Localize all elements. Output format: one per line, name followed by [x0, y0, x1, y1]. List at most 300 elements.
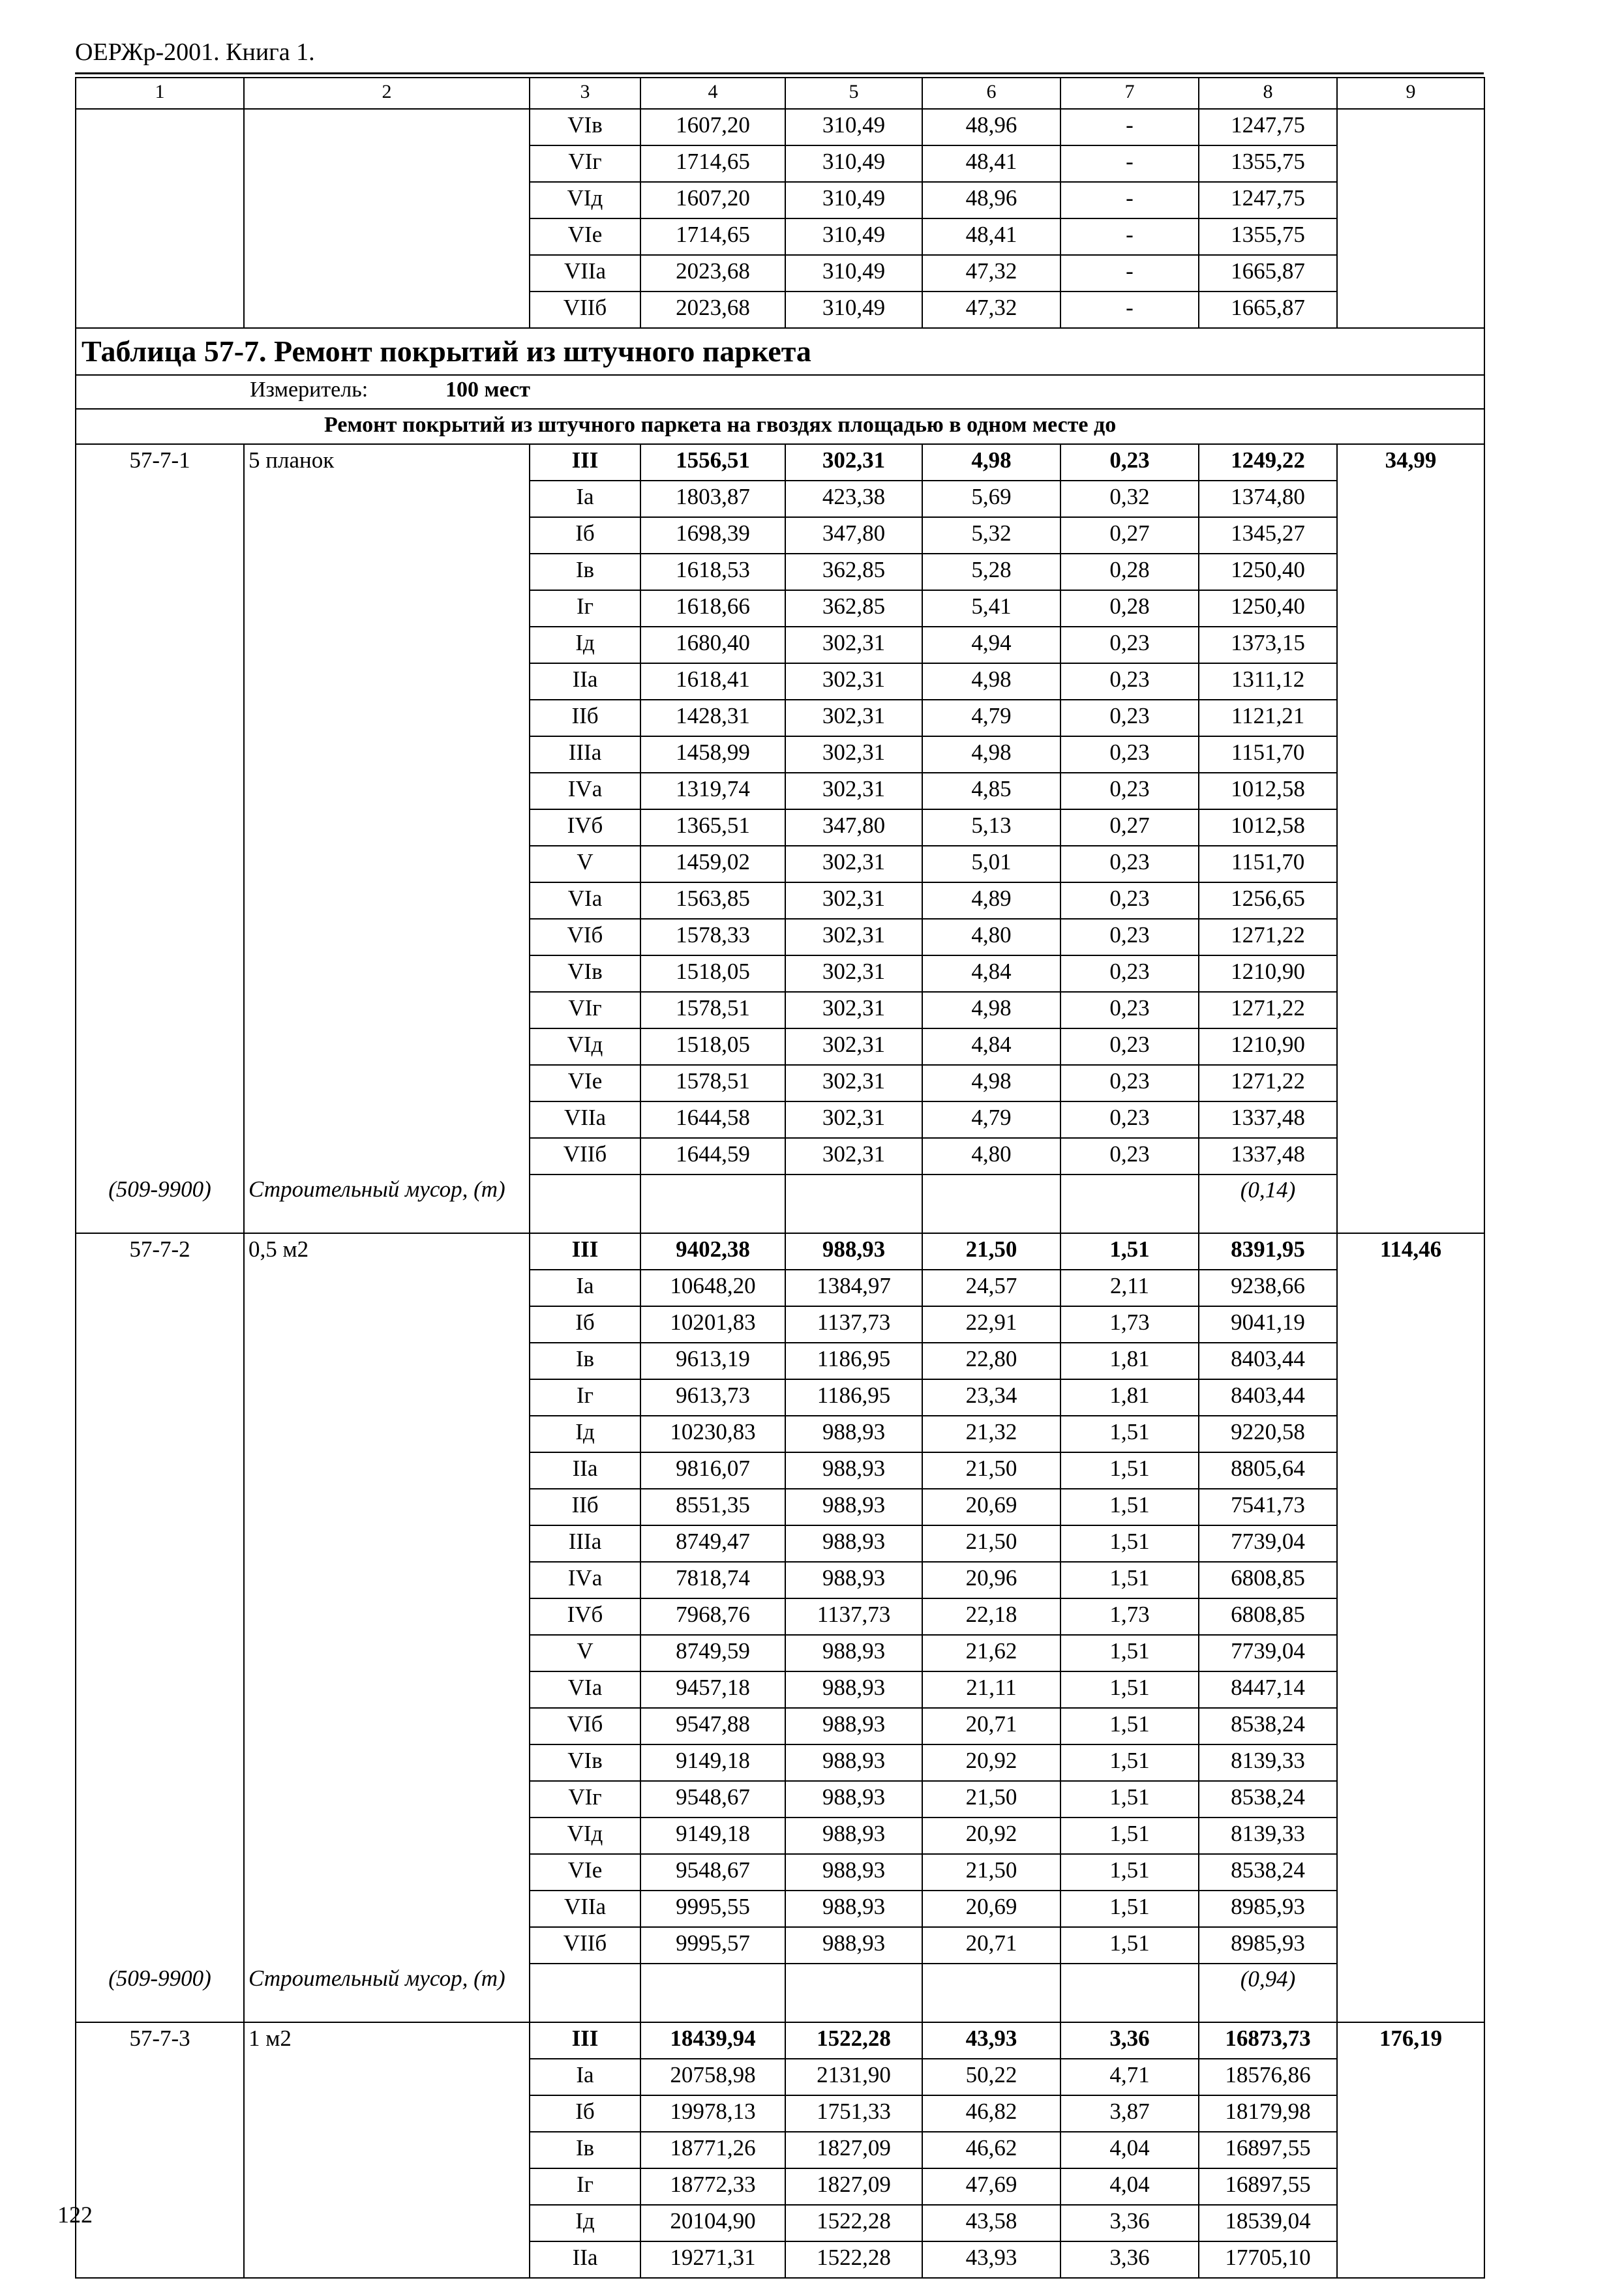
table-row [76, 481, 1484, 517]
table-row [76, 517, 1484, 554]
value-cell: 21,50 [922, 1233, 1060, 1270]
name-cell: 0,5 м2 [244, 1233, 530, 1270]
value-cell: 8139,33 [1199, 1744, 1337, 1781]
value-cell: 1345,27 [1199, 517, 1337, 554]
code-cell [76, 663, 244, 700]
code-cell [76, 2132, 244, 2168]
value-cell: 46,82 [922, 2095, 1060, 2132]
table-row [76, 1854, 1484, 1891]
value-cell: 9149,18 [640, 1744, 785, 1781]
value-cell: Iв [530, 1343, 640, 1379]
col9-cell [1337, 1671, 1484, 1708]
value-cell: 1607,20 [640, 109, 785, 145]
name-cell [244, 1781, 530, 1818]
value-cell: 8447,14 [1199, 1671, 1337, 1708]
empty-cell [922, 1174, 1060, 1233]
code-cell [76, 2241, 244, 2278]
code-cell [76, 1562, 244, 1598]
value-cell: 310,49 [785, 109, 922, 145]
value-cell: 1458,99 [640, 736, 785, 773]
value-cell: 1151,70 [1199, 846, 1337, 882]
value-cell: 1,51 [1060, 1891, 1199, 1927]
value-cell: 9238,66 [1199, 1270, 1337, 1306]
value-cell: 1428,31 [640, 700, 785, 736]
value-cell: 1,51 [1060, 1233, 1199, 1270]
col9-cell [1337, 1101, 1484, 1138]
value-cell: VIб [530, 1708, 640, 1744]
value-cell: 2,11 [1060, 1270, 1199, 1306]
empty-cell [1337, 1174, 1484, 1233]
table-row [76, 1525, 1484, 1562]
value-cell: 302,31 [785, 882, 922, 919]
code-cell [76, 846, 244, 882]
name-cell [244, 2168, 530, 2205]
empty-cell [640, 1964, 785, 2022]
value-cell: 9548,67 [640, 1854, 785, 1891]
col9-cell [1337, 700, 1484, 736]
table-row [76, 554, 1484, 590]
value-cell: 43,58 [922, 2205, 1060, 2241]
value-cell: 0,23 [1060, 736, 1199, 773]
code-cell [76, 1744, 244, 1781]
value-cell: 20758,98 [640, 2059, 785, 2095]
value-cell: 10648,20 [640, 1270, 785, 1306]
value-cell: 0,23 [1060, 1028, 1199, 1065]
value-cell: 5,13 [922, 809, 1060, 846]
continuation-row [76, 218, 1484, 255]
value-cell: 1522,28 [785, 2241, 922, 2278]
page-header: ОЕРЖр-2001. Книга 1. [75, 38, 315, 66]
value-cell: 347,80 [785, 517, 922, 554]
value-cell: 16873,73 [1199, 2022, 1337, 2059]
value-cell: 16897,55 [1199, 2132, 1337, 2168]
name-cell [244, 2205, 530, 2241]
value-cell: 1012,58 [1199, 809, 1337, 846]
table-row [76, 1781, 1484, 1818]
name-cell [244, 1101, 530, 1138]
value-cell: 1,51 [1060, 1416, 1199, 1452]
page-number: 122 [57, 2202, 93, 2228]
col9-cell [1337, 1781, 1484, 1818]
value-cell: 4,04 [1060, 2132, 1199, 2168]
value-cell: 1,51 [1060, 1744, 1199, 1781]
value-cell: 9547,88 [640, 1708, 785, 1744]
value-cell: 19271,31 [640, 2241, 785, 2278]
value-cell: 302,31 [785, 992, 922, 1028]
value-cell: 0,23 [1060, 444, 1199, 481]
value-cell: 4,79 [922, 700, 1060, 736]
code-cell [76, 2059, 244, 2095]
value-cell: Iа [530, 1270, 640, 1306]
value-cell: 988,93 [785, 1452, 922, 1489]
value-cell: 8805,64 [1199, 1452, 1337, 1489]
value-cell: Iд [530, 627, 640, 663]
code-cell [76, 1818, 244, 1854]
value-cell: 302,31 [785, 700, 922, 736]
continuation-row [76, 145, 1484, 182]
value-cell: 1355,75 [1199, 145, 1337, 182]
value-cell: 9613,73 [640, 1379, 785, 1416]
value-cell: 3,87 [1060, 2095, 1199, 2132]
col9-cell [1337, 955, 1484, 992]
value-cell: 1384,97 [785, 1270, 922, 1306]
code-cell [76, 218, 244, 255]
table-row [76, 627, 1484, 663]
value-cell: 48,96 [922, 109, 1060, 145]
table-row [76, 1416, 1484, 1452]
value-cell: VIа [530, 882, 640, 919]
value-cell: VIе [530, 218, 640, 255]
value-cell: 21,50 [922, 1452, 1060, 1489]
empty-cell [785, 1174, 922, 1233]
value-cell: IIб [530, 700, 640, 736]
code-cell [76, 1927, 244, 1964]
code-cell [76, 1635, 244, 1671]
table-row [76, 1306, 1484, 1343]
table-row [76, 2205, 1484, 2241]
code-cell [76, 627, 244, 663]
value-cell: 4,84 [922, 1028, 1060, 1065]
value-cell: 1665,87 [1199, 292, 1337, 328]
name-cell [244, 846, 530, 882]
empty-cell [1337, 1964, 1484, 2022]
value-cell: 988,93 [785, 1854, 922, 1891]
value-cell: 20104,90 [640, 2205, 785, 2241]
value-cell: 347,80 [785, 809, 922, 846]
measure-label: Измеритель: [250, 378, 368, 402]
code-cell [76, 2095, 244, 2132]
value-cell: VIIа [530, 255, 640, 292]
value-cell: VIг [530, 992, 640, 1028]
code-cell [76, 1671, 244, 1708]
code-cell [76, 992, 244, 1028]
value-cell: 988,93 [785, 1525, 922, 1562]
name-cell [244, 1598, 530, 1635]
value-cell: 0,23 [1060, 919, 1199, 955]
column-number: 9 [1337, 78, 1484, 109]
value-cell: 46,62 [922, 2132, 1060, 2168]
value-cell: 302,31 [785, 919, 922, 955]
value-cell: 1556,51 [640, 444, 785, 481]
name-cell [244, 1635, 530, 1671]
table-row [76, 1927, 1484, 1964]
value-cell: 1459,02 [640, 846, 785, 882]
debris-row [76, 1964, 1484, 2022]
value-cell: 310,49 [785, 182, 922, 218]
name-cell [244, 109, 530, 145]
col9-cell [1337, 218, 1484, 255]
value-cell: Iд [530, 2205, 640, 2241]
value-cell: Iг [530, 590, 640, 627]
table-title-row [76, 328, 1484, 375]
value-cell: VIд [530, 182, 640, 218]
value-cell: Iв [530, 2132, 640, 2168]
value-cell: 1618,53 [640, 554, 785, 590]
col9-cell [1337, 1452, 1484, 1489]
value-cell: 4,98 [922, 663, 1060, 700]
col9-cell [1337, 627, 1484, 663]
name-cell [244, 517, 530, 554]
col9-cell [1337, 554, 1484, 590]
value-cell: 1518,05 [640, 955, 785, 992]
col9-cell [1337, 109, 1484, 145]
col9-cell [1337, 1818, 1484, 1854]
value-cell: 1578,51 [640, 992, 785, 1028]
value-cell: 18179,98 [1199, 2095, 1337, 2132]
value-cell: 988,93 [785, 1671, 922, 1708]
col9-cell [1337, 1028, 1484, 1065]
value-cell: 1518,05 [640, 1028, 785, 1065]
value-cell: 1319,74 [640, 773, 785, 809]
code-cell [76, 1416, 244, 1452]
value-cell: 47,32 [922, 292, 1060, 328]
value-cell: 0,28 [1060, 554, 1199, 590]
value-cell: III [530, 444, 640, 481]
column-number: 1 [76, 78, 244, 109]
value-cell: 0,23 [1060, 846, 1199, 882]
code-cell [76, 1598, 244, 1635]
value-cell: 8538,24 [1199, 1708, 1337, 1744]
continuation-row [76, 255, 1484, 292]
code-cell [76, 1525, 244, 1562]
table-body [76, 78, 1484, 2278]
value-cell: 21,32 [922, 1416, 1060, 1452]
value-cell: 8749,59 [640, 1635, 785, 1671]
value-cell: 988,93 [785, 1562, 922, 1598]
code-cell [76, 517, 244, 554]
value-cell: 1137,73 [785, 1306, 922, 1343]
value-cell: 4,04 [1060, 2168, 1199, 2205]
value-cell: 18576,86 [1199, 2059, 1337, 2095]
value-cell: 1121,21 [1199, 700, 1337, 736]
col9-cell [1337, 1138, 1484, 1174]
name-cell [244, 1343, 530, 1379]
code-cell [76, 809, 244, 846]
table-row [76, 2168, 1484, 2205]
value-cell: 0,23 [1060, 627, 1199, 663]
value-cell: 9457,18 [640, 1671, 785, 1708]
value-cell: VIIа [530, 1101, 640, 1138]
value-cell: VIд [530, 1818, 640, 1854]
col9-cell [1337, 1927, 1484, 1964]
value-cell: 7818,74 [640, 1562, 785, 1598]
value-cell: 1373,15 [1199, 627, 1337, 663]
value-cell: 423,38 [785, 481, 922, 517]
value-cell: 1,51 [1060, 1489, 1199, 1525]
value-cell: 21,62 [922, 1635, 1060, 1671]
value-cell: 362,85 [785, 554, 922, 590]
value-cell: 1665,87 [1199, 255, 1337, 292]
value-cell: 20,96 [922, 1562, 1060, 1598]
table-subtitle: Ремонт покрытий из штучного паркета на гвоздях площадью в одном месте до [76, 409, 1484, 444]
value-cell: 1,73 [1060, 1306, 1199, 1343]
value-cell: VIг [530, 145, 640, 182]
code-cell [76, 919, 244, 955]
value-cell: 0,27 [1060, 809, 1199, 846]
name-cell [244, 1671, 530, 1708]
col9-cell [1337, 481, 1484, 517]
value-cell: 9995,55 [640, 1891, 785, 1927]
name-cell [244, 992, 530, 1028]
table-row [76, 955, 1484, 992]
col9-cell [1337, 1306, 1484, 1343]
code-cell [76, 590, 244, 627]
value-cell: 8139,33 [1199, 1818, 1337, 1854]
value-cell: 8985,93 [1199, 1927, 1337, 1964]
value-cell: 988,93 [785, 1489, 922, 1525]
code-cell [76, 700, 244, 736]
column-number-row [76, 78, 1484, 109]
name-cell [244, 554, 530, 590]
value-cell: 24,57 [922, 1270, 1060, 1306]
name-cell [244, 1379, 530, 1416]
value-cell: 9816,07 [640, 1452, 785, 1489]
table-row [76, 663, 1484, 700]
value-cell: IVа [530, 773, 640, 809]
code-cell [76, 1891, 244, 1927]
name-cell [244, 809, 530, 846]
name-cell [244, 1854, 530, 1891]
debris-code: (509-9900) [76, 1964, 244, 2022]
value-cell: 302,31 [785, 1101, 922, 1138]
table-row [76, 1028, 1484, 1065]
name-cell [244, 481, 530, 517]
empty-cell [785, 1964, 922, 2022]
value-cell: 4,98 [922, 736, 1060, 773]
value-cell: 1,51 [1060, 1708, 1199, 1744]
table-row [76, 2022, 1484, 2059]
name-cell [244, 1270, 530, 1306]
value-cell: 20,71 [922, 1927, 1060, 1964]
value-cell: 302,31 [785, 773, 922, 809]
col9-cell [1337, 1379, 1484, 1416]
col9-cell [1337, 846, 1484, 882]
value-cell: 7541,73 [1199, 1489, 1337, 1525]
col9-cell [1337, 736, 1484, 773]
empty-cell [922, 1964, 1060, 2022]
col9-cell [1337, 2205, 1484, 2241]
col9-cell [1337, 882, 1484, 919]
value-cell: 0,28 [1060, 590, 1199, 627]
value-cell: 1256,65 [1199, 882, 1337, 919]
value-cell: 1337,48 [1199, 1138, 1337, 1174]
table-row [76, 882, 1484, 919]
measure-cell [76, 375, 1484, 409]
code-cell [76, 2205, 244, 2241]
value-cell: 302,31 [785, 444, 922, 481]
code-cell [76, 1028, 244, 1065]
col9-cell [1337, 2095, 1484, 2132]
code-cell [76, 1270, 244, 1306]
value-cell: 20,92 [922, 1818, 1060, 1854]
column-number: 4 [640, 78, 785, 109]
value-cell: 1680,40 [640, 627, 785, 663]
value-cell: VIв [530, 109, 640, 145]
table-row [76, 1635, 1484, 1671]
code-cell [76, 481, 244, 517]
value-cell: 1,51 [1060, 1781, 1199, 1818]
code-cell [76, 2168, 244, 2205]
value-cell: 1186,95 [785, 1379, 922, 1416]
value-cell: Iв [530, 554, 640, 590]
name-cell [244, 736, 530, 773]
name-cell [244, 627, 530, 663]
value-cell: 4,80 [922, 919, 1060, 955]
name-cell [244, 1744, 530, 1781]
value-cell: 3,36 [1060, 2205, 1199, 2241]
value-cell: 22,80 [922, 1343, 1060, 1379]
code-cell [76, 1138, 244, 1174]
value-cell: III [530, 1233, 640, 1270]
table-row [76, 1818, 1484, 1854]
value-cell: VIIб [530, 1138, 640, 1174]
value-cell: VIв [530, 1744, 640, 1781]
value-cell: 7739,04 [1199, 1525, 1337, 1562]
name-cell [244, 663, 530, 700]
price-table [75, 77, 1485, 2279]
col9-cell [1337, 1489, 1484, 1525]
name-cell [244, 292, 530, 328]
value-cell: 1714,65 [640, 218, 785, 255]
value-cell: 8749,47 [640, 1525, 785, 1562]
table-row [76, 809, 1484, 846]
code-cell [76, 1101, 244, 1138]
value-cell: 1578,51 [640, 1065, 785, 1101]
col9-cell: 34,99 [1337, 444, 1484, 481]
value-cell: 1337,48 [1199, 1101, 1337, 1138]
code-cell [76, 145, 244, 182]
value-cell: 9613,19 [640, 1343, 785, 1379]
value-cell: 4,89 [922, 882, 1060, 919]
value-cell: 302,31 [785, 955, 922, 992]
value-cell: 310,49 [785, 255, 922, 292]
value-cell: 9041,19 [1199, 1306, 1337, 1343]
value-cell: IVа [530, 1562, 640, 1598]
name-cell [244, 1818, 530, 1854]
name-cell [244, 255, 530, 292]
name-cell [244, 773, 530, 809]
col9-cell [1337, 992, 1484, 1028]
table-row [76, 992, 1484, 1028]
value-cell: 988,93 [785, 1818, 922, 1854]
value-cell: 48,41 [922, 145, 1060, 182]
col9-cell [1337, 663, 1484, 700]
value-cell: 7968,76 [640, 1598, 785, 1635]
table-row [76, 1101, 1484, 1138]
value-cell: 23,34 [922, 1379, 1060, 1416]
code-cell: 57-7-1 [76, 444, 244, 481]
table-row [76, 1489, 1484, 1525]
value-cell: 2131,90 [785, 2059, 922, 2095]
col9-cell [1337, 590, 1484, 627]
name-cell [244, 919, 530, 955]
name-cell [244, 218, 530, 255]
value-cell: 1,51 [1060, 1671, 1199, 1708]
col9-cell [1337, 1562, 1484, 1598]
value-cell: V [530, 1635, 640, 1671]
column-number: 3 [530, 78, 640, 109]
col9-cell [1337, 1744, 1484, 1781]
name-cell: 5 планок [244, 444, 530, 481]
value-cell: 4,98 [922, 444, 1060, 481]
table-row [76, 736, 1484, 773]
value-cell: 4,80 [922, 1138, 1060, 1174]
value-cell: 1714,65 [640, 145, 785, 182]
value-cell: 9402,38 [640, 1233, 785, 1270]
col9-cell: 176,19 [1337, 2022, 1484, 2059]
value-cell: IIа [530, 1452, 640, 1489]
value-cell: IIа [530, 2241, 640, 2278]
